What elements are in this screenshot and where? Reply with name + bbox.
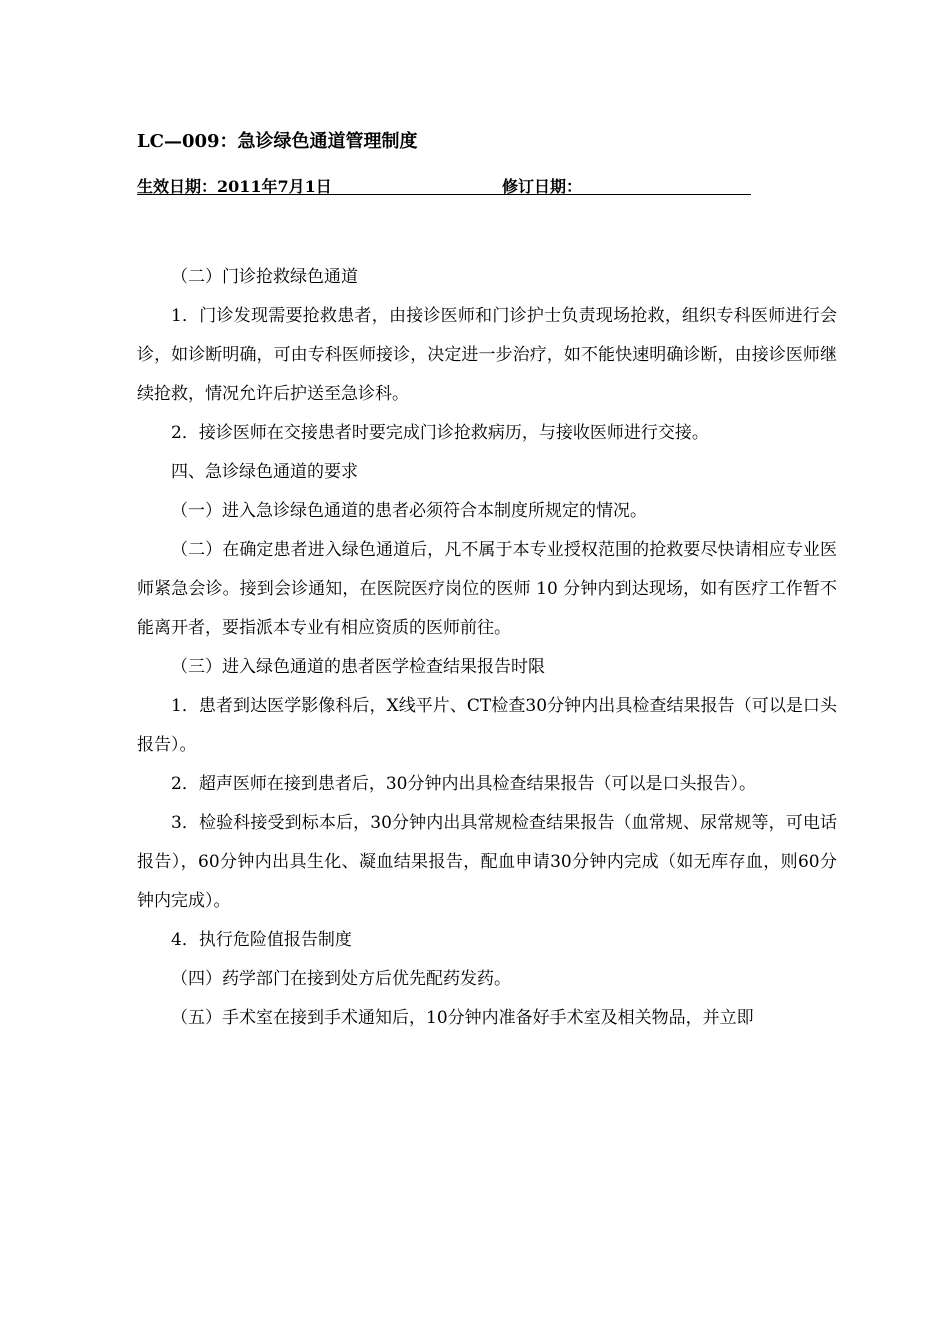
paragraph: （三）进入绿色通道的患者医学检查结果报告时限 xyxy=(171,657,545,677)
paragraph: （二）在确定患者进入绿色通道后，凡不属于本专业授权范围的抢救要尽快请相应专业医师紧急会诊。接到会诊通知，在医院医疗岗位的医师 10 分钟内到达现场，如有医疗工作暂不能离开者，要指派本专业有相应资质的医师前往。 xyxy=(137,540,837,638)
paragraph: 3．检验科接受到标本后，30分钟内出具常规检查结果报告（血常规、尿常规等，可电话报告），60分钟内出具生化、凝血结果报告，配血申请30分钟内完成（如无库存血，则60分钟内完成）。 xyxy=(137,813,837,911)
paragraph: （一）进入急诊绿色通道的患者必须符合本制度所规定的情况。 xyxy=(171,501,647,521)
document-body xyxy=(137,258,837,1038)
paragraph: （五）手术室在接到手术通知后，10分钟内准备好手术室及相关物品，并立即 xyxy=(171,1008,754,1028)
paragraph: （二）门诊抢救绿色通道 xyxy=(171,267,358,287)
paragraph: 1．患者到达医学影像科后，X线平片、CT检查30分钟内出具检查结果报告（可以是口头报告）。 xyxy=(137,696,837,755)
effective-date: 生效日期：2011年7月1日 xyxy=(137,177,332,196)
date-header xyxy=(137,172,751,195)
paragraph: 2．接诊医师在交接患者时要完成门诊抢救病历，与接收医师进行交接。 xyxy=(171,423,709,443)
document-title: LC—009：急诊绿色通道管理制度 xyxy=(137,131,418,152)
paragraph: （四）药学部门在接到处方后优先配药发药。 xyxy=(171,969,511,989)
paragraph: 4．执行危险值报告制度 xyxy=(171,930,352,950)
paragraph: 1．门诊发现需要抢救患者，由接诊医师和门诊护士负责现场抢救，组织专科医师进行会诊，如诊断明确，可由专科医师接诊，决定进一步治疗，如不能快速明确诊断，由接诊医师继续抢救，情况允许后护送至急诊科。 xyxy=(137,306,837,404)
revision-date: 修订日期： xyxy=(502,177,583,196)
paragraph: 四、急诊绿色通道的要求 xyxy=(171,462,358,482)
paragraph: 2．超声医师在接到患者后，30分钟内出具检查结果报告（可以是口头报告）。 xyxy=(171,774,756,794)
